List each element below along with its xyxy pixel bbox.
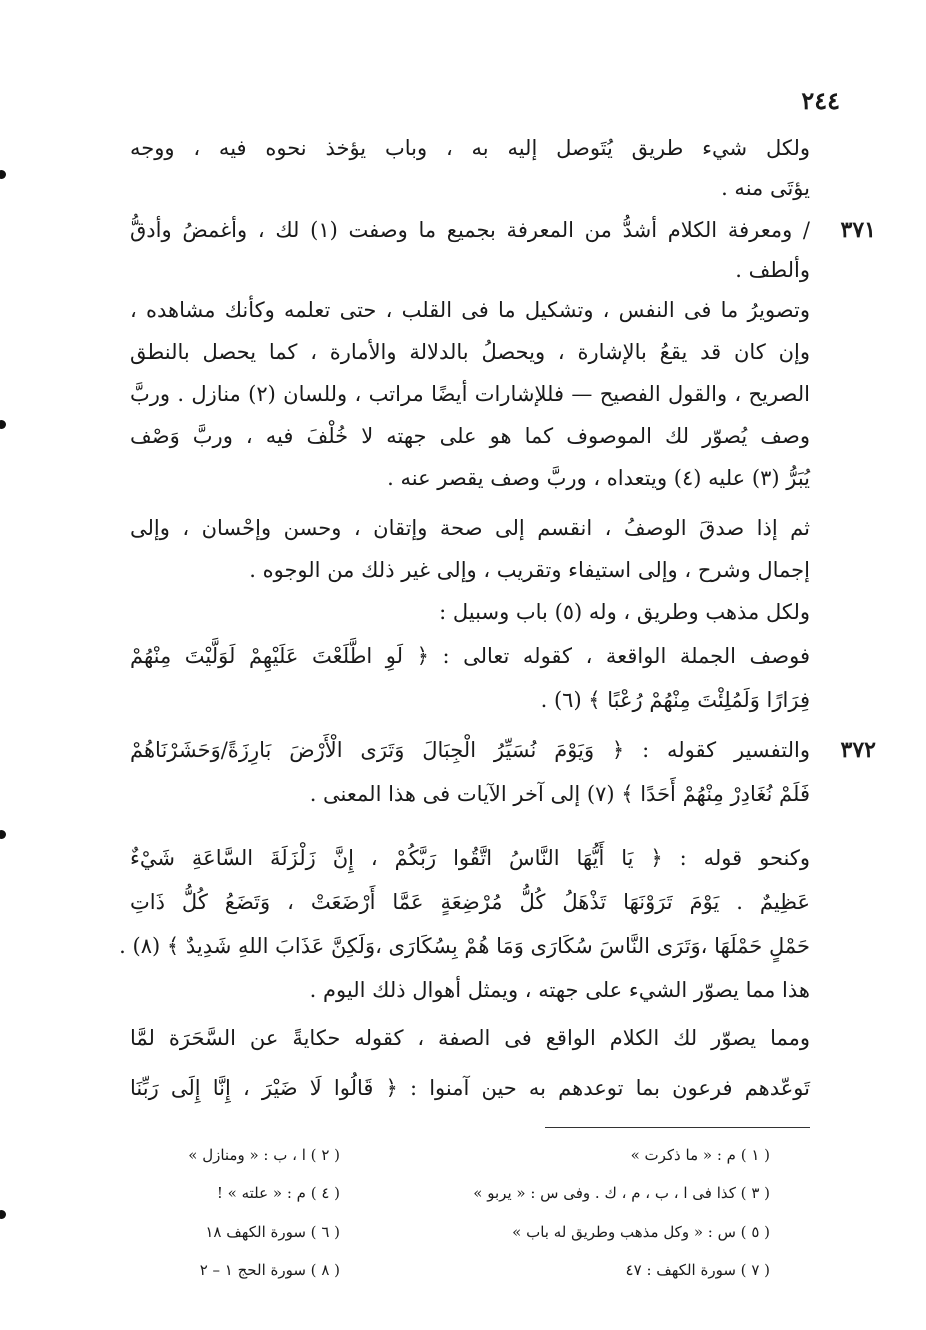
text-line: تَوعّدهم فرعون بما توعدهم به حين آمنوا : ﴿ قَالُوا لَا ضَيْرَ ، إِنَّا إِلَى رَبِّنَا — [130, 1076, 810, 1100]
footnote: ( ١ ) م : « ما ذكرت » — [630, 1146, 770, 1164]
footnote: ( ٨ ) سورة الحج ١ – ٢ — [199, 1261, 340, 1279]
text-line: عَظِيمٌ . يَوْمَ تَرَوْنَهَا تَذْهَلُ كُلُّ مُرْضِعَةٍ عَمَّا أَرْضَعَتْ ، وَتَضَعُ كُلُّ ذَاتِ — [130, 890, 810, 914]
text-line: حَمْلٍ حَمْلَهَا ،وَتَرَى النَّاسَ سُكَارَى وَمَا هُمْ بِسُكَارَى ،وَلَكِنَّ عَذَابَ اللهِ شَدِيدٌ ﴾ (٨) . — [119, 934, 810, 958]
scan-mark — [0, 1210, 6, 1219]
margin-number: ٣٧١ — [840, 217, 876, 243]
footnote: ( ٧ ) سورة الكهف : ٤٧ — [625, 1261, 770, 1279]
text-line: يؤتَى منه . — [721, 176, 810, 200]
text-line: الصريح ، والقول الفصيح — فللإشارات أيضًا مراتب ، وللسان (٢) منازل . وربَّ — [130, 382, 810, 406]
text-line: فِرَارًا وَلَمُلِئْتَ مِنْهُمْ رُعْبًا ﴾ (٦) . — [540, 688, 810, 712]
text-line: وتصويرُ ما فى النفس ، وتشكيل ما فى القلب ، حتى تعلمه وكأنك مشاهده ، — [130, 298, 810, 322]
text-line: يُبَرُّ (٣) عليه (٤) ويتعداه ، وربَّ وصف يقصر عنه . — [387, 466, 810, 490]
text-line: ثم إذا صدقَ الوصفُ ، انقسم إلى صحة وإتقان ، وحسن وإحْسان ، وإلى — [130, 516, 810, 540]
footnote-divider — [545, 1127, 810, 1128]
page-number: ٢٤٤ — [801, 86, 840, 115]
text-line: وصف يُصوّر لك الموصوف كما هو على جهته لا خُلْفَ فيه ، وربَّ وَصْف — [130, 424, 810, 448]
scan-mark — [0, 420, 6, 429]
text-line: وكنحو قوله : ﴿ يَا أَيُّهَا النَّاسُ اتَّقُوا رَبَّكُمْ ، إِنَّ زَلْزَلَةَ السَّاعَةِ شَيْءٌ — [130, 846, 810, 870]
footnote: ( ٥ ) س : « وكل مذهب وطريق له باب » — [512, 1223, 770, 1241]
text-line: فَلَمْ نُغَادِرْ مِنْهُمْ أَحَدًا ﴾ (٧) إلى آخر الآيات فى هذا المعنى . — [309, 782, 810, 806]
text-line: / ومعرفة الكلام أشدُّ من المعرفة بجميع ما وصفت (١) لك ، وأغمضُ وأدقُّ — [130, 218, 811, 242]
text-line: وإن كان قد يقعُ بالإشارة ، ويحصلُ بالدلالة والأمارة ، كما يحصل بالنطق — [130, 340, 810, 364]
text-line: هذا مما يصوّر الشيء على جهته ، ويمثل أهوال ذلك اليوم . — [309, 978, 810, 1002]
text-line: فوصف الجملة الواقعة ، كقوله تعالى : ﴿ لَوِ اطَّلَعْتَ عَلَيْهِمْ لَوَلَّيْتَ مِنْهُمْ — [130, 644, 810, 668]
scan-mark — [0, 170, 6, 179]
text-line: ولكل شيء طريق يُتَوصل إليه به ، وباب يؤخذ نحوه فيه ، ووجه — [130, 136, 810, 160]
text-line: ولكل مذهب وطريق ، وله (٥) باب وسبيل : — [439, 600, 810, 624]
text-line: والتفسير كقوله : ﴿ وَيَوْمَ نُسَيِّرُ الْجِبَالَ وَتَرَى الْأَرْضَ بَارِزَةً/وَحَشَرْنَاهُمْ — [130, 738, 810, 762]
footnote: ( ٢ ) ا ، ب : « ومنازل » — [188, 1146, 340, 1164]
text-line: إجمال وشرح ، وإلى استيفاء وتقريب ، وإلى غير ذلك من الوجوه . — [249, 558, 810, 582]
footnote: ( ٣ ) كذا فى ا ، ب ، م ، ك . وفى س : « يربو » — [473, 1184, 770, 1202]
footnote: ( ٦ ) سورة الكهف ١٨ — [205, 1223, 340, 1241]
scan-mark — [0, 830, 6, 839]
text-line: وألطف . — [735, 258, 810, 282]
margin-number: ٣٧٢ — [840, 737, 876, 763]
footnote: ( ٤ ) م : « علته » ! — [216, 1184, 340, 1202]
text-line: ومما يصوّر لك الكلام الواقع فى الصفة ، كقوله حكايةً عن السَّحَرَة لمَّا — [130, 1026, 810, 1050]
